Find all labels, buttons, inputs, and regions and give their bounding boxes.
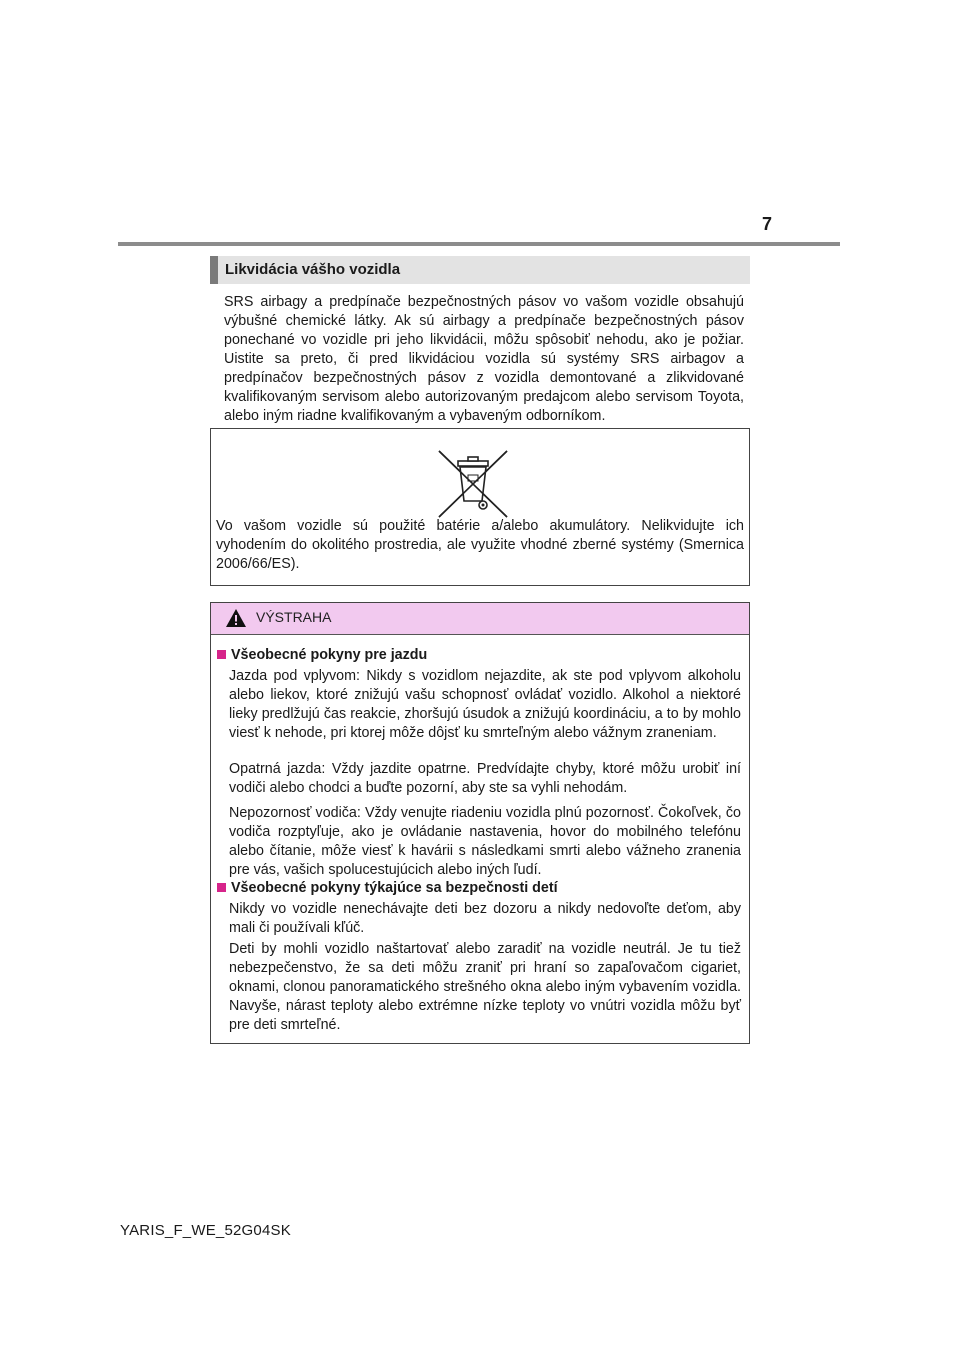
bullet-square-icon bbox=[217, 883, 226, 892]
warning-paragraph: Nepozornosť vodiča: Vždy venujte riadeniu vozidla plnú pozornosť. Čokoľvek, čo vodiča rozptyľuje, ako je ovládanie nastavenia, hovor do mobilného telefónu alebo čítanie, môže viesť k havárii s následkami smrti alebo vážneho zranenia pre vás, vašich spolucestujúcich alebo iných ľudí. bbox=[229, 805, 741, 878]
warning-title: VÝSTRAHA bbox=[256, 609, 332, 625]
section-heading: Likvidácia vášho vozidla bbox=[210, 256, 750, 284]
document-code: YARIS_F_WE_52G04SK bbox=[120, 1222, 291, 1239]
warning-item-label: Všeobecné pokyny pre jazdu bbox=[231, 647, 428, 663]
section-intro-text: SRS airbagy a predpínače bezpečnostných pásov vo vašom vozidle obsahujú výbušné chemické látky. Ak sú airbagy a predpínače bezpečnostných pásov ponechané vo vozidle pri jeho likvidácii, môžu spôsobiť nehodu, ako je požiar. Uistite sa preto, či pred likvidáciou vozidla sú systémy SRS airbagov a predpínačov bezpečnostných pásov z vozidla demontované a zlikvidované kvalifikovaným servisom alebo autorizovaným predajcom alebo servisom Toyota, alebo iným riadne kvalifikovaným a vybaveným odborníkom. bbox=[224, 294, 744, 424]
bullet-square-icon bbox=[217, 650, 226, 659]
header-rule bbox=[118, 242, 840, 246]
warning-paragraph: Jazda pod vplyvom: Nikdy s vozidlom nejazdite, ak ste pod vplyvom alkoholu alebo liekov, ktoré znižujú vašu schopnosť ovládať vozidlo. Alkohol a niektoré lieky predlžujú čas reakcie, zhoršujú úsudok a znižujú koordináciu, a to by mohlo viesť k nehode, pri ktorej môže dôjsť ku smrteľným alebo vážnym zraneniam. bbox=[229, 668, 741, 741]
warning-paragraph: Opatrná jazda: Vždy jazdite opatrne. Predvídajte chyby, ktoré môžu urobiť iní vodiči alebo chodci a buďte pozorní, aby ste sa vyhli nehodám. bbox=[229, 761, 741, 796]
battery-disposal-text: Vo vašom vozidle sú použité batérie a/alebo akumulátory. Nelikvidujte ich vyhodením do okolitého prostredia, ale využite vhodné zberné systémy (Smernica 2006/66/ES). bbox=[216, 518, 744, 572]
page-number: 7 bbox=[761, 214, 772, 234]
warning-triangle-icon bbox=[225, 608, 247, 628]
warning-header bbox=[211, 603, 749, 635]
warning-item-driving bbox=[215, 646, 743, 665]
crossed-out-wheelie-bin-icon bbox=[437, 449, 509, 519]
warning-box bbox=[210, 602, 750, 1044]
warning-item-label: Všeobecné pokyny týkajúce sa bezpečnosti detí bbox=[231, 880, 558, 896]
warning-paragraph: Nikdy vo vozidle nenechávajte deti bez dozoru a nikdy nedovoľte deťom, aby mali či používali kľúč. bbox=[229, 901, 741, 936]
warning-item-child-safety bbox=[215, 879, 743, 898]
battery-disposal-notice bbox=[210, 428, 750, 586]
warning-paragraph: Deti by mohli vozidlo naštartovať alebo zaradiť na vozidle neutrál. Je tu tiež nebezpečenstvo, že sa deti môžu zraniť pri hraní so zapaľovačom cigariet, oknami, clonou panoramatického strešného okna alebo iným vybavením vozidla. Navyše, nárast teploty alebo extrémne nízke teploty vo vnútri vozidla môžu byť pre deti smrteľné. bbox=[229, 941, 741, 1033]
